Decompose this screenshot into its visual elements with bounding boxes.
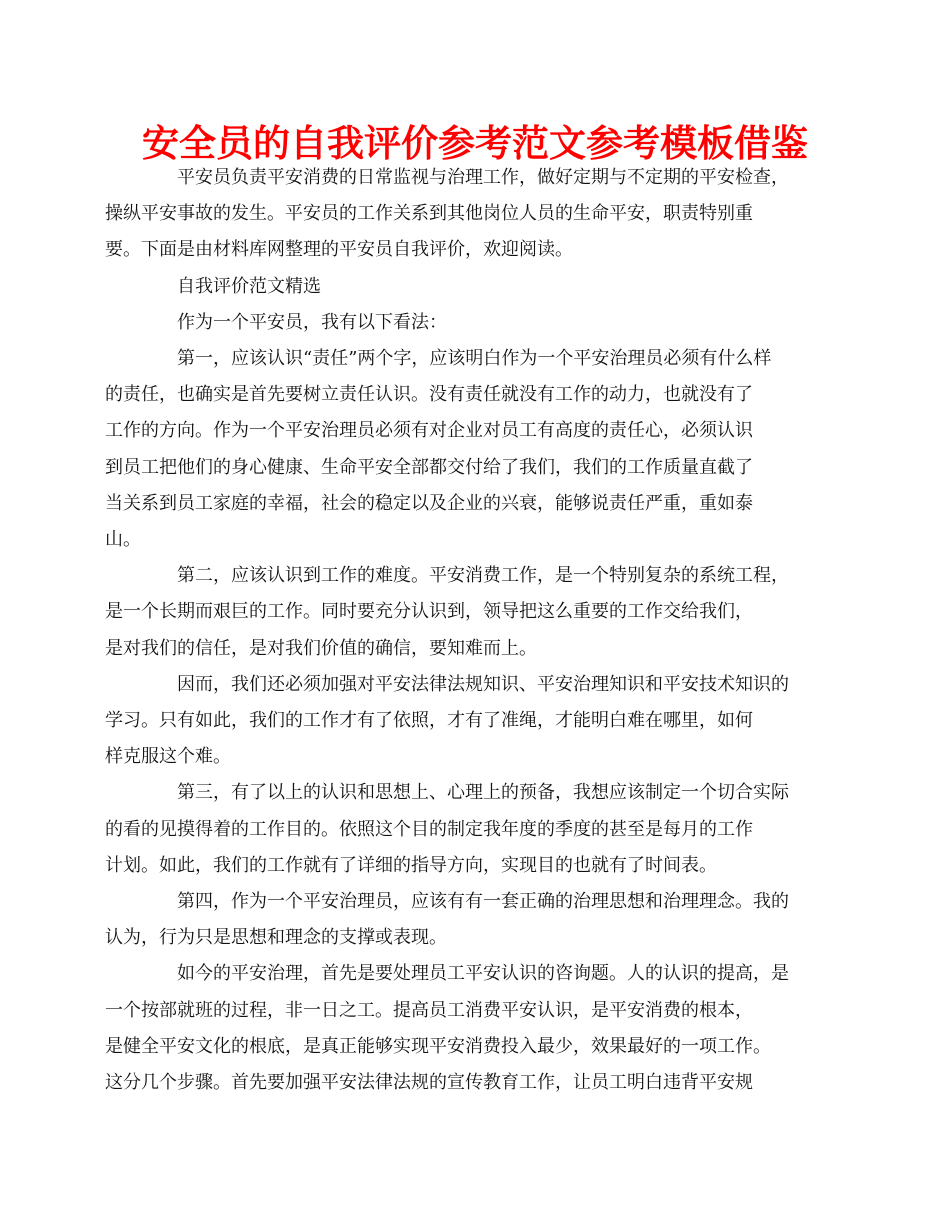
paragraph-line: 到员工把他们的身心健康、生命平安全部都交付给了我们，我们的工作质量直截了 bbox=[105, 456, 753, 478]
paragraph-line: 因而，我们还必须加强对平安法律法规知识、平安治理知识和平安技术知识的 bbox=[177, 673, 789, 695]
paragraph-line: 第二，应该认识到工作的难度。平安消费工作，是一个特别复杂的系统工程， bbox=[177, 565, 789, 587]
paragraph-line: 的看的见摸得着的工作目的。依照这个目的制定我年度的季度的甚至是每月的工作 bbox=[105, 818, 753, 840]
paragraph-line: 是健全平安文化的根底，是真正能够实现平安消费投入最少，效果最好的一项工作。 bbox=[105, 1035, 771, 1057]
paragraph bbox=[105, 341, 813, 558]
paragraph-line: 操纵平安事故的发生。平安员的工作关系到其他岗位人员的生命平安，职责特别重 bbox=[105, 203, 753, 225]
paragraph-line: 是对我们的信任，是对我们价值的确信，要知难而上。 bbox=[105, 637, 537, 659]
paragraph-line: 当关系到员工家庭的幸福，社会的稳定以及企业的兴衰，能够说责任严重，重如泰 bbox=[105, 492, 753, 514]
paragraph bbox=[105, 160, 813, 269]
paragraph-line: 第一，应该认识“责任”两个字，应该明白作为一个平安治理员必须有什么样 bbox=[177, 348, 772, 370]
paragraph bbox=[105, 558, 813, 667]
paragraph-line: 计划。如此，我们的工作就有了详细的指导方向，实现目的也就有了时间表。 bbox=[105, 854, 717, 876]
paragraph bbox=[105, 667, 813, 776]
paragraph-line: 第三，有了以上的认识和思想上、心理上的预备，我想应该制定一个切合实际 bbox=[177, 782, 789, 804]
paragraph bbox=[105, 884, 813, 956]
document-body bbox=[105, 160, 813, 1101]
paragraph-line: 自我评价范文精选 bbox=[177, 275, 321, 297]
paragraph-line: 如今的平安治理，首先是要处理员工平安认识的咨询题。人的认识的提高，是 bbox=[177, 963, 789, 985]
paragraph bbox=[141, 305, 813, 341]
paragraph-line: 这分几个步骤。首先要加强平安法律法规的宣传教育工作，让员工明白违背平安规 bbox=[105, 1072, 753, 1094]
paragraph bbox=[105, 956, 813, 1101]
paragraph-line: 一个按部就班的过程，非一日之工。提高员工消费平安认识，是平安消费的根本， bbox=[105, 999, 753, 1021]
paragraph-line: 样克服这个难。 bbox=[105, 746, 231, 768]
paragraph-line: 平安员负责平安消费的日常监视与治理工作，做好定期与不定期的平安检查， bbox=[177, 167, 789, 188]
paragraph-line: 学习。只有如此，我们的工作才有了依照，才有了准绳，才能明白难在哪里，如何 bbox=[105, 710, 753, 732]
paragraph-line: 工作的方向。作为一个平安治理员必须有对企业对员工有高度的责任心，必须认识 bbox=[105, 420, 753, 442]
paragraph-line: 的责任，也确实是首先要树立责任认识。没有责任就没有工作的动力，也就没有了 bbox=[105, 384, 753, 406]
paragraph-line: 认为，行为只是思想和理念的支撑或表现。 bbox=[105, 927, 447, 949]
document-title: 安全员的自我评价参考范文参考模板借鉴 bbox=[142, 122, 808, 165]
paragraph-line: 是一个长期而艰巨的工作。同时要充分认识到，领导把这么重要的工作交给我们， bbox=[105, 601, 753, 623]
paragraph bbox=[105, 775, 813, 884]
paragraph-line: 作为一个平安员，我有以下看法： bbox=[177, 311, 447, 333]
paragraph-line: 山。 bbox=[105, 529, 141, 551]
paragraph bbox=[141, 269, 813, 305]
paragraph-line: 要。下面是由材料库网整理的平安员自我评价，欢迎阅读。 bbox=[105, 239, 573, 261]
paragraph-line: 第四，作为一个平安治理员，应该有有一套正确的治理思想和治理理念。我的 bbox=[177, 891, 789, 913]
